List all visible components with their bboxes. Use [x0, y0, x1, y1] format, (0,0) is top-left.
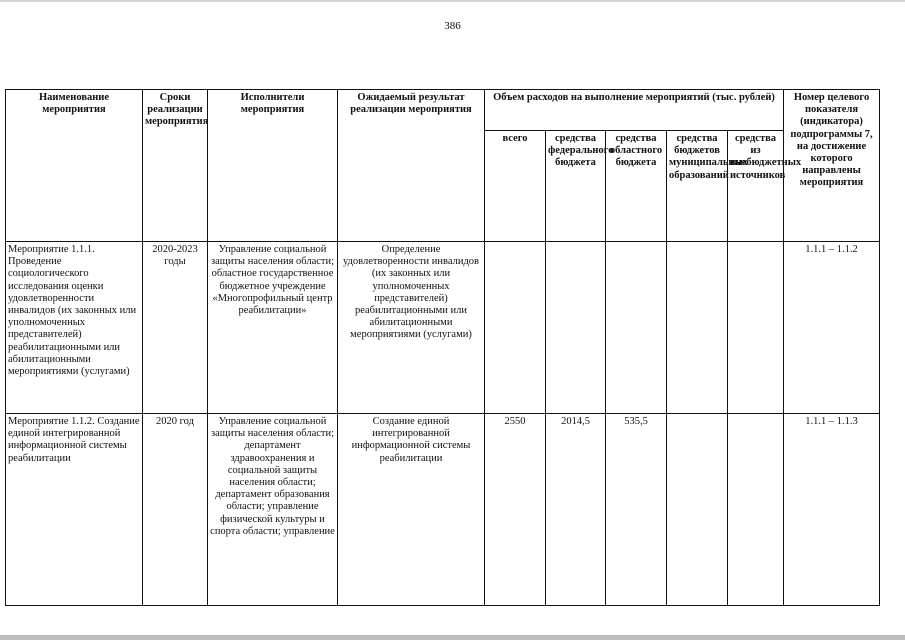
header-result: Ожидаемый результат реализации мероприятия — [338, 90, 485, 242]
header-terms: Сроки реализации мероприятия — [143, 90, 208, 242]
table-row — [6, 242, 880, 414]
header-name: Наименование мероприятия — [6, 90, 143, 242]
header-municipal: средства бюджетов муниципальных образований — [667, 131, 728, 242]
header-executors: Исполнители мероприятия — [208, 90, 338, 242]
header-regional: средства областного бюджета — [606, 131, 667, 242]
row-extra-cell — [728, 242, 784, 414]
page-number: 386 — [444, 20, 461, 32]
row-terms-cell: 2020-2023 годы — [143, 242, 208, 414]
row-indicator-cell: 1.1.1 – 1.1.2 — [784, 242, 880, 414]
page-bottom-edge — [0, 635, 905, 640]
row-municipal-cell — [667, 242, 728, 414]
row-extra-cell — [728, 414, 784, 606]
row-municipal-cell — [667, 414, 728, 606]
table-row — [6, 414, 880, 606]
page-top-edge — [0, 0, 905, 2]
measures-table — [5, 89, 880, 606]
header-volume: Объем расходов на выполнение мероприятий (тыс. рублей) — [485, 90, 784, 131]
header-total: всего — [485, 131, 546, 242]
row-result-cell: Создание единой интегрированной информационной системы реабилитации — [338, 414, 485, 606]
row-result-cell: Определение удовлетворенности инвалидов (их законных или уполномоченных представителей) реабилитационными или абилитационными мероприятиями (услугами) — [338, 242, 485, 414]
row-indicator-cell: 1.1.1 – 1.1.3 — [784, 414, 880, 606]
header-indicator: Номер целевого показателя (индикатора) подпрограммы 7, на достижение которого направлены мероприятия — [784, 90, 880, 242]
row-name-cell: Мероприятие 1.1.1. Проведение социологического исследования оценки удовлетворенности инвалидов (их законных или уполномоченных представителей) реабилитационными или абилитационными мероприятиями (услугами) — [6, 242, 143, 414]
row-total-cell — [485, 242, 546, 414]
row-name-cell: Мероприятие 1.1.2. Создание единой интегрированной информационной системы реабилитации — [6, 414, 143, 606]
header-federal: средства федерального бюджета — [546, 131, 606, 242]
row-regional-cell: 535,5 — [606, 414, 667, 606]
row-regional-cell — [606, 242, 667, 414]
row-executors-cell: Управление социальной защиты населения области; департамент здравоохранения и социальной защиты населения области; департамент образования области; управление физической культуры и спорта области; управление — [208, 414, 338, 606]
row-executors-cell: Управление социальной защиты населения области; областное государственное бюджетное учреждение «Многопрофильный центр реабилитации» — [208, 242, 338, 414]
row-federal-cell: 2014,5 — [546, 414, 606, 606]
header-extra: средства из внебюджетных источников — [728, 131, 784, 242]
row-total-cell: 2550 — [485, 414, 546, 606]
row-federal-cell — [546, 242, 606, 414]
row-terms-cell: 2020 год — [143, 414, 208, 606]
